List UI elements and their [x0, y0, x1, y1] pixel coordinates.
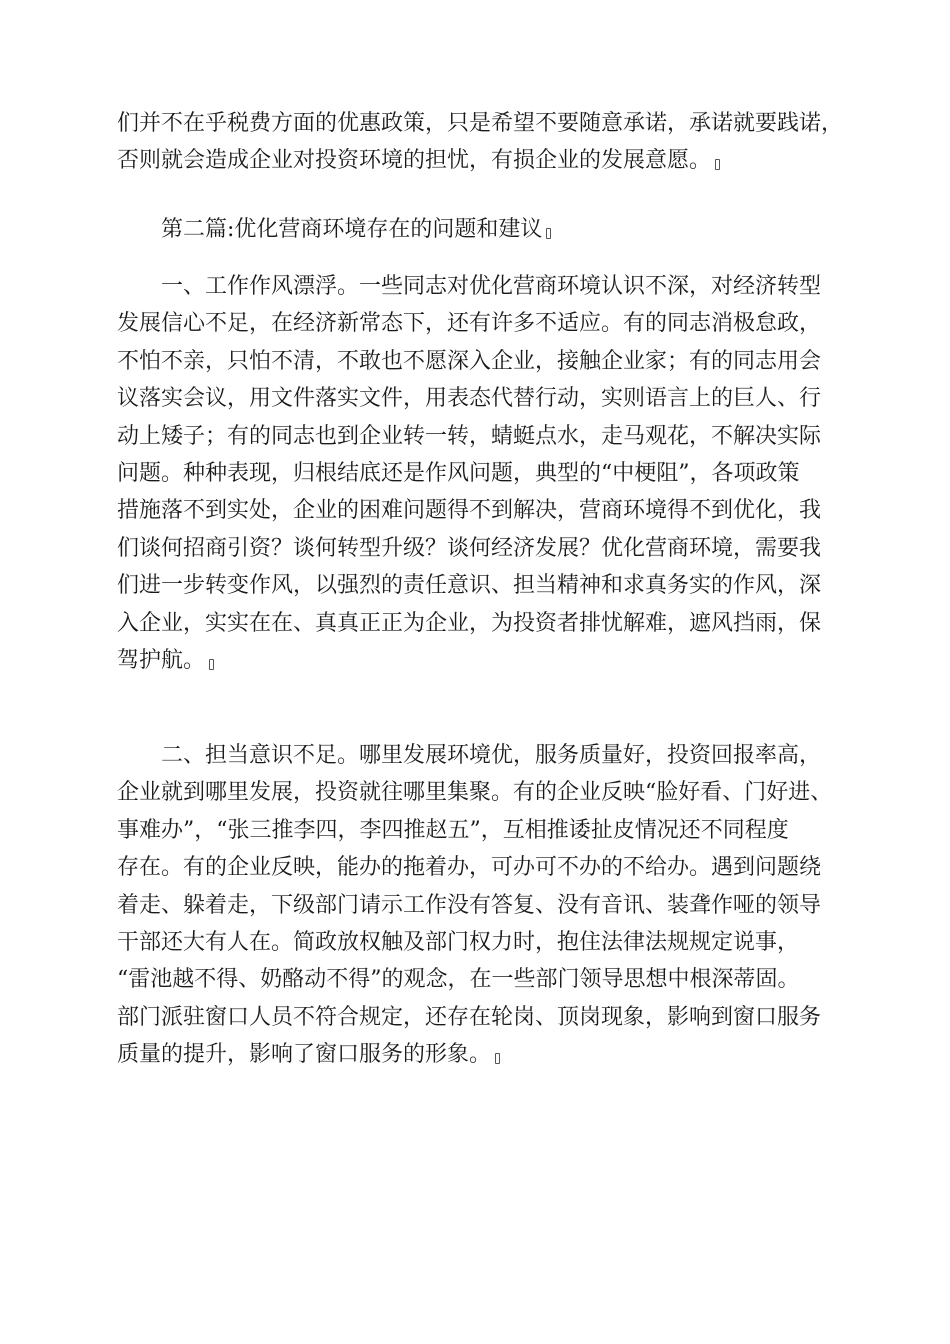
text-line: 事难办”，“张三推李四，李四推赵五”，互相推诿扯皮情况还不同程度	[117, 817, 789, 843]
text-line	[117, 142, 837, 179]
text-line	[117, 642, 837, 679]
text-line: 一、工作作风漂浮。一些同志对优化营商环境认识不深，对经济转型	[161, 274, 822, 299]
paragraph-mark-icon	[546, 228, 551, 239]
paragraph-mark-icon	[209, 659, 214, 670]
text-line: 们并不在乎税费方面的优惠政策，只是希望不要随意承诺，承诺就要践诺，	[117, 111, 844, 136]
text-line	[117, 1036, 837, 1073]
paragraph-mark-icon	[715, 159, 720, 170]
heading-line	[117, 211, 837, 248]
text-line: 议落实会议，用文件落实文件，用表态代替行动，实则语言上的巨人、行	[117, 386, 822, 412]
heading-text: 第二篇:优化营商环境存在的问题和建议	[161, 217, 543, 242]
text-line: 二、担当意识不足。哪里发展环境优，服务质量好，投资回报率高，	[161, 743, 822, 768]
text-line-content: 否则就会造成企业对投资环境的担忧，有损企业的发展意愿。	[117, 148, 712, 174]
paragraph-work-style	[117, 268, 837, 679]
text-line: 们谈何招商引资？谈何转型升级？谈何经济发展？优化营商环境，需要我	[117, 535, 822, 561]
text-line: 企业就到哪里发展，投资就往哪里集聚。有的企业反映“脸好看、门好进、	[117, 780, 833, 806]
text-line-content: 质量的提升，影响了窗口服务的形象。	[117, 1042, 492, 1068]
text-line: 部门派驻窗口人员不符合规定，还存在轮岗、顶岗现象，影响到窗口服务	[117, 1004, 822, 1030]
text-line-content: 驾护航。	[117, 647, 206, 673]
paragraph-continuation	[117, 105, 844, 180]
text-line: “雷池越不得、奶酪动不得”的观念，在一些部门领导思想中根深蒂固。	[117, 967, 800, 993]
text-line: 着走、躲着走，下级部门请示工作没有答复、没有音讯、装聋作哑的领导	[117, 892, 822, 918]
text-line: 干部还大有人在。简政放权触及部门权力时，抱住法律法规规定说事，	[117, 929, 800, 955]
text-line: 们进一步转变作风，以强烈的责任意识、担当精神和求真务实的作风，深	[117, 573, 822, 599]
text-line: 问题。种种表现，归根结底还是作风问题，典型的“中梗阻”，各项政策	[117, 460, 800, 486]
text-line: 发展信心不足，在经济新常态下，还有许多不适应。有的同志消极怠政，	[117, 311, 822, 337]
paragraph-responsibility	[117, 737, 837, 1074]
text-line: 不怕不亲，只怕不清，不敢也不愿深入企业，接触企业家；有的同志用会	[117, 348, 822, 374]
paragraph-mark-icon	[495, 1053, 500, 1064]
text-line: 存在。有的企业反映，能办的拖着办，可办可不办的不给办。遇到问题绕	[117, 855, 822, 881]
text-line: 入企业，实实在在、真真正正为企业，为投资者排忧解难，遮风挡雨，保	[117, 610, 822, 636]
text-line: 措施落不到实处，企业的困难问题得不到解决，营商环境得不到优化，我	[117, 498, 822, 524]
section-heading	[117, 211, 837, 248]
text-line: 动上矮子；有的同志也到企业转一转，蜻蜓点水，走马观花，不解决实际	[117, 423, 822, 449]
